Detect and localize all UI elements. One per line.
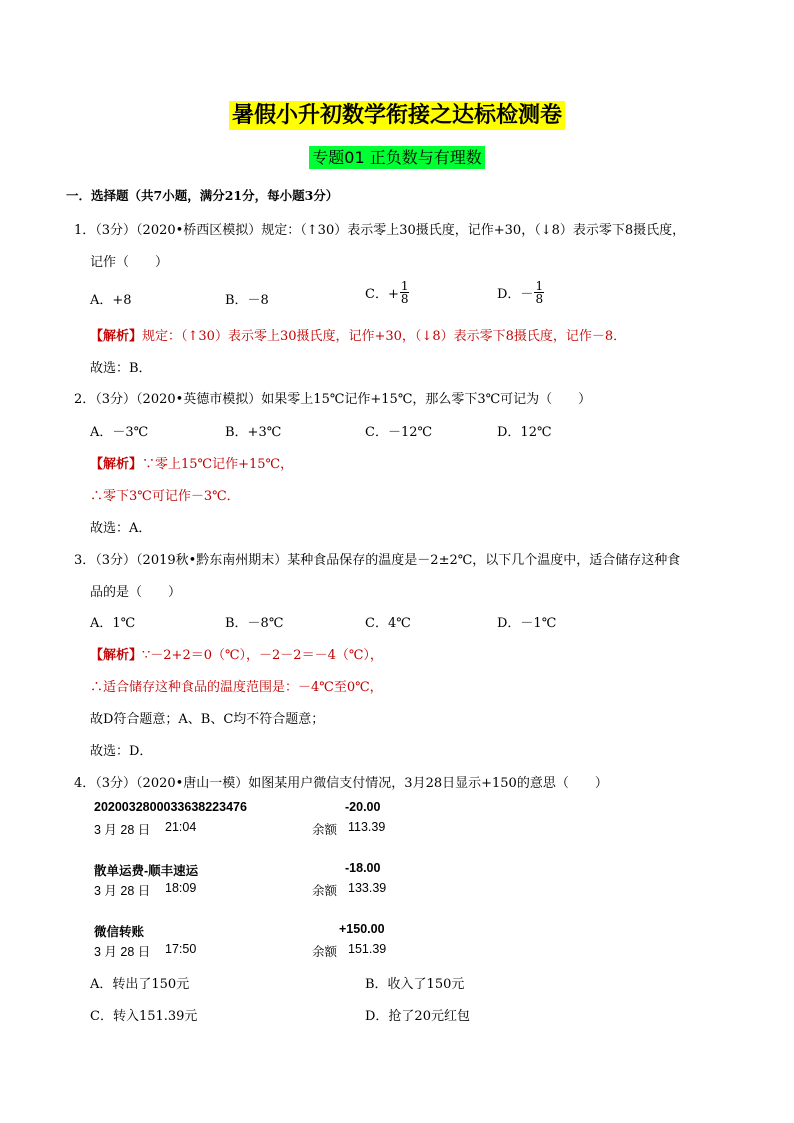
q2-analysis-text: ∵零上15℃记作+15℃， <box>142 457 294 472</box>
document-title <box>0 98 794 129</box>
q3-analysis <box>90 644 383 663</box>
q3-stem-line2: 品的是（ ） <box>90 585 182 600</box>
pay-record-2-balance-label: 余额 <box>312 884 338 898</box>
pay-record-3-balance-label: 余额 <box>312 945 338 959</box>
q3-analysis-line3: 故D符合题意；A、B、C均不符合题意； <box>90 712 325 727</box>
q1-option-b: B．－8 <box>225 293 269 308</box>
q1-option-c-fraction <box>400 280 410 305</box>
fraction-numerator: 1 <box>400 279 409 293</box>
fraction-denominator: 8 <box>400 292 409 306</box>
analysis-tag: 【解析】 <box>90 648 143 663</box>
q1-option-d <box>497 280 545 305</box>
q2-option-c: C．－12℃ <box>365 425 433 440</box>
pay-record-1-balance: 113.39 <box>348 820 386 834</box>
q1-option-d-prefix: D．－ <box>497 287 534 302</box>
pay-record-2-amount: -18.00 <box>345 861 381 875</box>
pay-record-2-name: 散单运费-顺丰速运 <box>94 864 199 878</box>
title-text: 暑假小升初数学衔接之达标检测卷 <box>229 101 565 130</box>
q1-option-a: A．+8 <box>90 293 132 308</box>
q3-option-d: D．－1℃ <box>497 616 557 631</box>
q1-option-c <box>365 280 410 305</box>
pay-record-3-name: 微信转账 <box>94 925 145 939</box>
q1-option-c-prefix: C．+ <box>365 287 399 302</box>
q4-stem: 4．（3分）（2020•唐山一模）如图某用户微信支付情况，3月28日显示+150的意思（ ） <box>74 776 608 791</box>
q4-option-a: A．转出了150元 <box>90 977 190 992</box>
pay-record-1-time: 21:04 <box>165 820 197 834</box>
q2-analysis <box>90 453 293 472</box>
q4-option-c: C．转入151.39元 <box>90 1009 198 1024</box>
q4-option-b: B．收入了150元 <box>365 977 465 992</box>
subtitle-text: 专题01 正负数与有理数 <box>309 146 484 169</box>
q2-analysis-line2: ∴零下3℃可记作－3℃． <box>90 489 240 504</box>
q4-option-d: D．抢了20元红包 <box>365 1009 470 1024</box>
pay-record-1-amount: -20.00 <box>345 800 381 814</box>
q2-option-b: B．+3℃ <box>225 425 282 440</box>
q1-analysis <box>90 325 626 344</box>
q2-stem: 2．（3分）（2020•英德市模拟）如果零上15℃记作+15℃，那么零下3℃可记为（ ） <box>74 392 592 407</box>
q3-stem-line1: 3．（3分）（2019秋•黔东南州期末）某种食品保存的温度是－2±2℃，以下几个温度中，适合储存这种食 <box>74 553 681 568</box>
pay-record-1-balance-label: 余额 <box>312 823 338 837</box>
pay-record-1-date: 3 月 28 日 <box>94 823 151 837</box>
q1-analysis-text: 规定：（↑30）表示零上30摄氏度，记作+30，（↓8）表示零下8摄氏度，记作－8． <box>142 329 627 344</box>
q1-stem-line2: 记作（ ） <box>90 255 169 270</box>
q2-answer: 故选：A． <box>90 521 152 536</box>
pay-record-2-time: 18:09 <box>165 881 197 895</box>
pay-record-3-time: 17:50 <box>165 942 197 956</box>
q1-stem-line1: 1．（3分）（2020•桥西区模拟）规定：（↑30）表示零上30摄氏度，记作+30，（↓8）表示零下8摄氏度， <box>74 223 686 238</box>
q2-option-d: D．12℃ <box>497 425 552 440</box>
pay-record-3-balance: 151.39 <box>348 942 387 956</box>
q3-answer: 故选：D． <box>90 744 153 759</box>
q3-analysis-text: ∵－2+2＝0（℃），－2－2＝－4（℃）， <box>142 648 383 663</box>
q3-option-a: A．1℃ <box>90 616 136 631</box>
pay-record-1-name: 20200328000336382234​76 <box>94 800 247 814</box>
pay-record-2-date: 3 月 28 日 <box>94 884 151 898</box>
q1-answer: 故选：B． <box>90 361 152 376</box>
q1-option-d-fraction <box>534 280 544 305</box>
q3-analysis-line2: ∴适合储存这种食品的温度范围是：－4℃至0℃， <box>90 680 383 695</box>
analysis-tag: 【解析】 <box>90 457 143 472</box>
analysis-tag: 【解析】 <box>90 329 143 344</box>
pay-record-2-balance: 133.39 <box>348 881 387 895</box>
fraction-numerator: 1 <box>535 279 544 293</box>
q3-option-b: B．－8℃ <box>225 616 284 631</box>
pay-record-3-amount: +150.00 <box>339 922 385 936</box>
fraction-denominator: 8 <box>535 292 544 306</box>
document-subtitle <box>0 145 794 168</box>
pay-record-3-date: 3 月 28 日 <box>94 945 151 959</box>
section-header: 一．选择题（共7小题，满分21分，每小题3分） <box>66 188 339 203</box>
q2-option-a: A．－3℃ <box>90 425 149 440</box>
q3-option-c: C．4℃ <box>365 616 411 631</box>
